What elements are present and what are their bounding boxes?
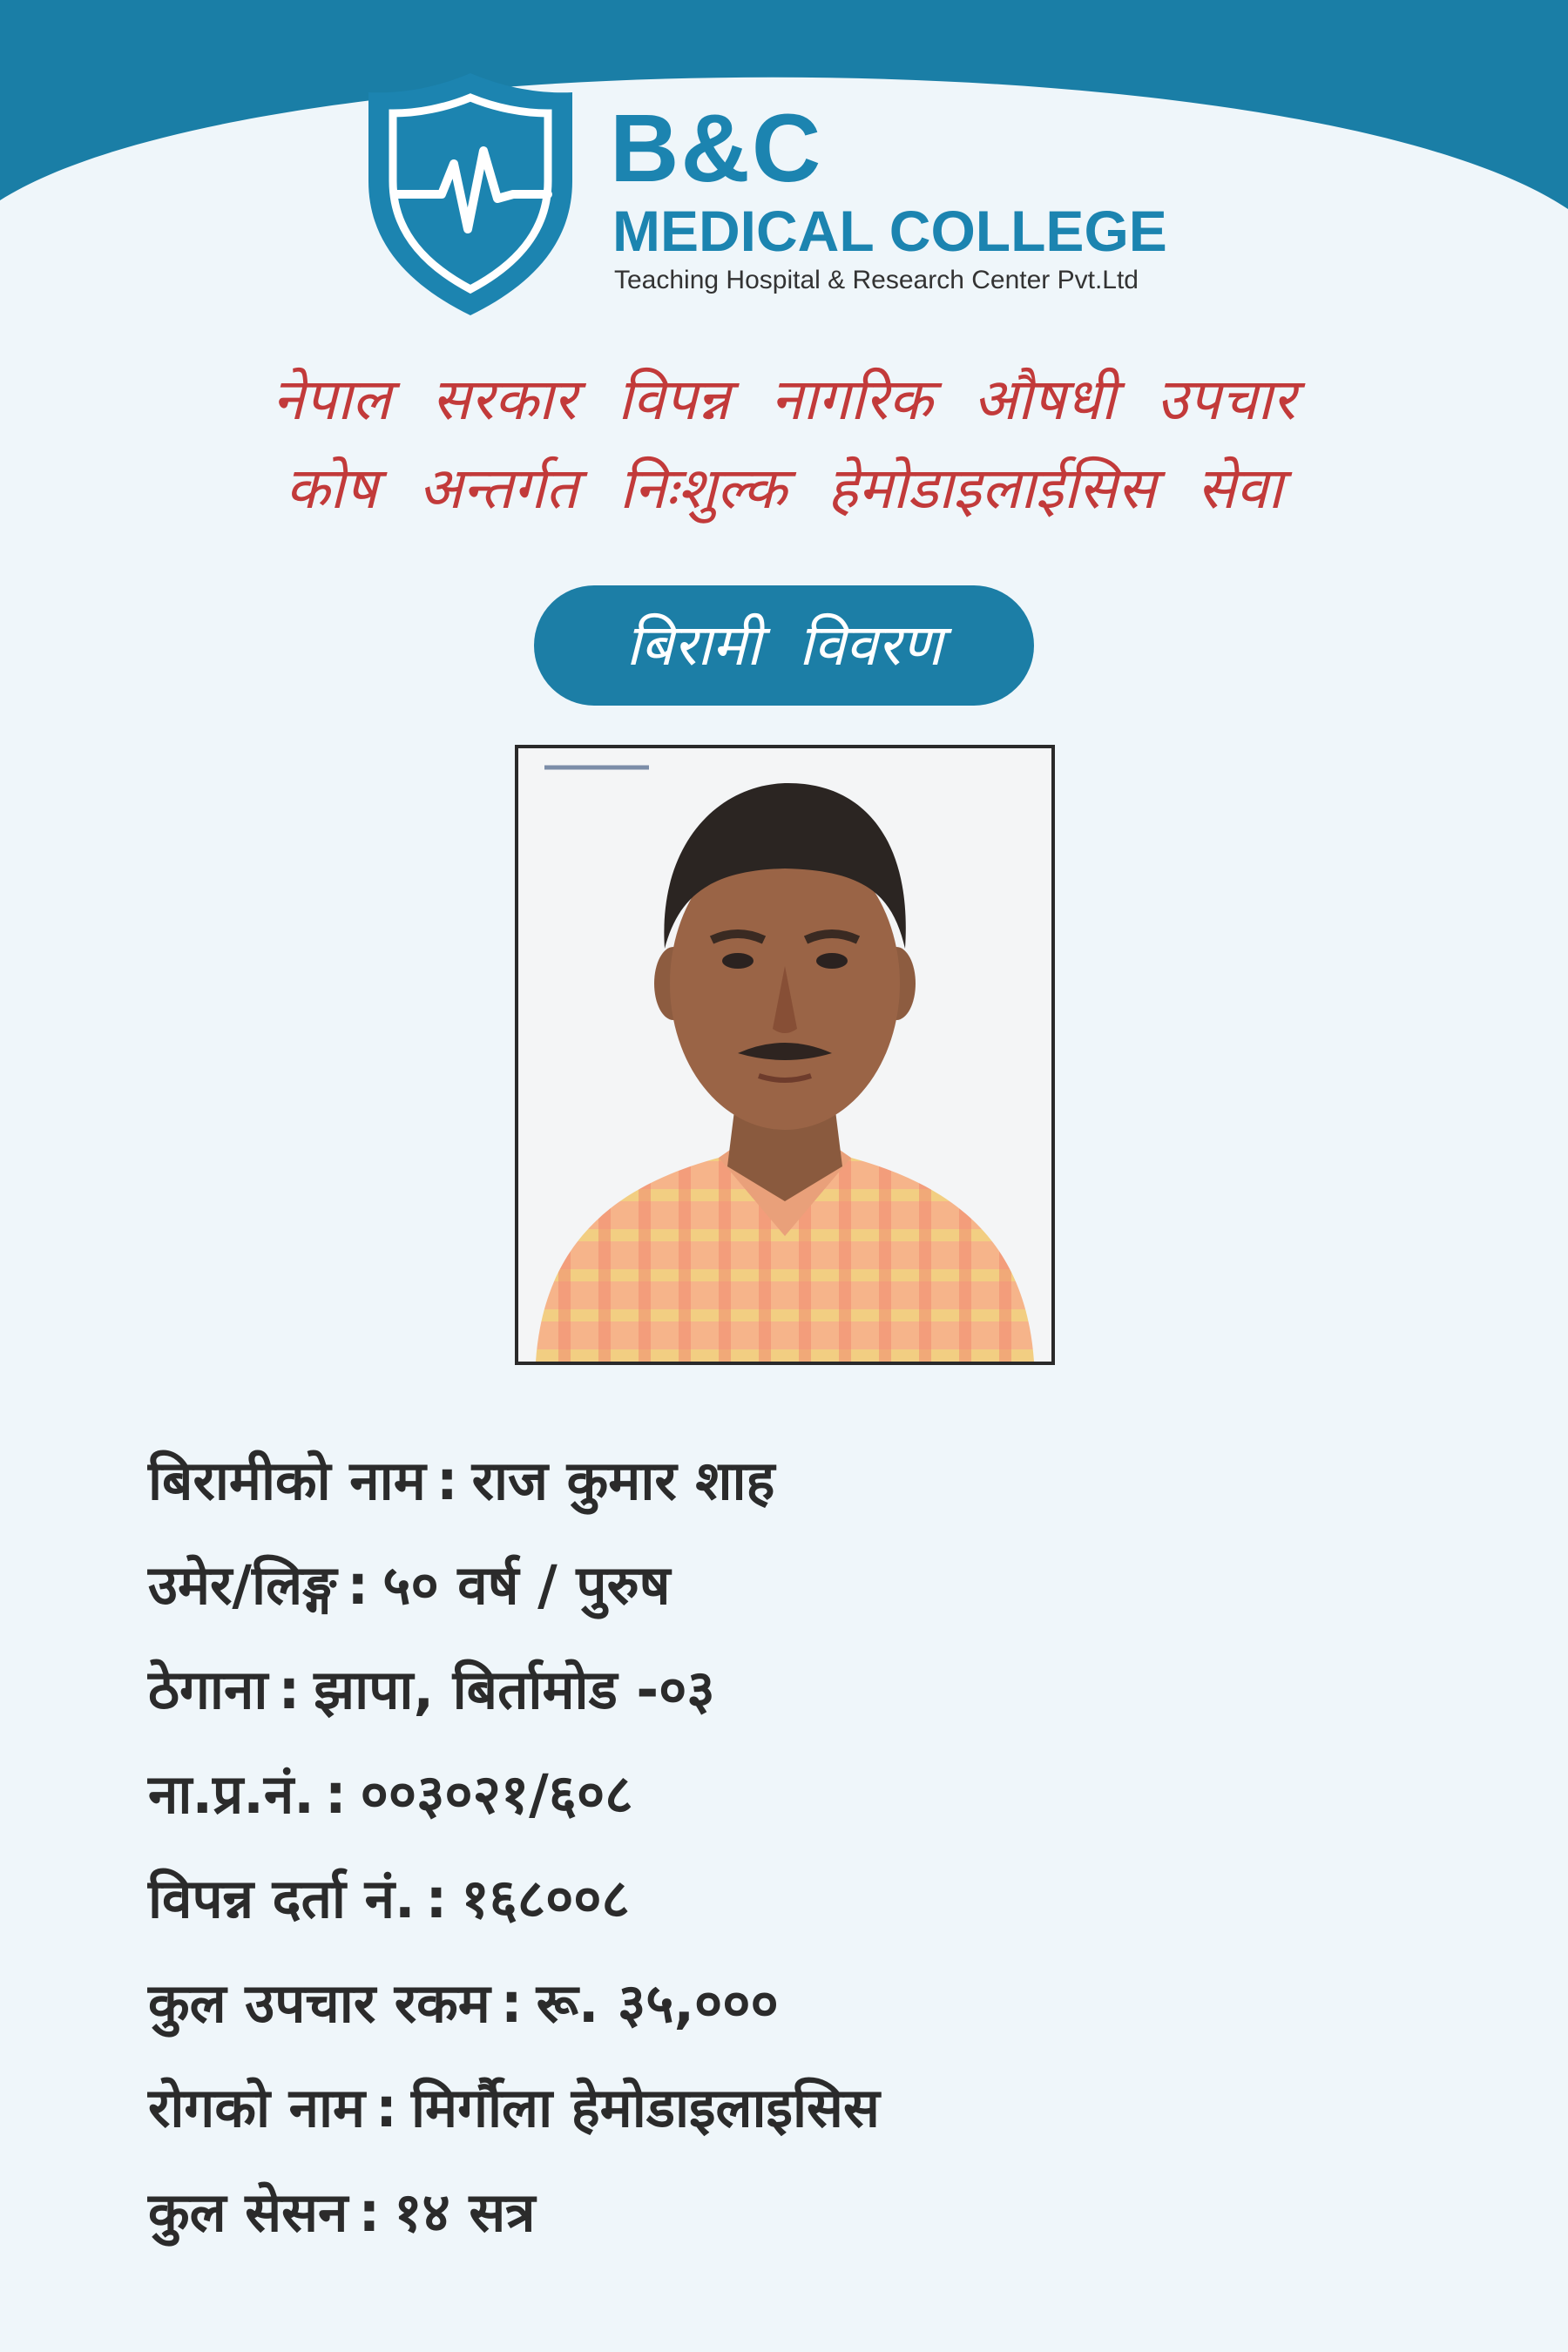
field-total-sessions xyxy=(148,2160,1507,2265)
field-label: ठेगाना xyxy=(148,1658,268,1721)
field-total-amount xyxy=(148,1951,1507,2056)
patient-portrait xyxy=(518,748,1051,1362)
college-logo xyxy=(362,68,1215,329)
field-separator: : xyxy=(358,2180,381,2244)
field-value: झापा, बिर्तामोड -०३ xyxy=(314,1658,715,1721)
patient-details-badge: बिरामी विवरण xyxy=(534,585,1034,706)
field-label: उमेर/लिङ्ग xyxy=(148,1553,337,1617)
field-registration-no xyxy=(148,1847,1507,1951)
field-disease-name xyxy=(148,2056,1507,2160)
patient-details-list xyxy=(148,1429,1507,2265)
field-separator: : xyxy=(436,1449,458,1512)
field-patient-name xyxy=(148,1429,1507,1533)
field-separator: : xyxy=(375,2076,397,2139)
field-value: ५० वर्ष / पुरुष xyxy=(382,1553,671,1617)
field-label: कुल सेसन xyxy=(148,2180,348,2244)
field-separator: : xyxy=(500,1971,523,2035)
field-label: विपन्न दर्ता नं. xyxy=(148,1867,416,1930)
field-separator: : xyxy=(324,1762,347,1826)
field-label: रोगको नाम xyxy=(148,2076,366,2139)
service-headline xyxy=(87,355,1481,533)
brand-long-name: MEDICAL COLLEGE xyxy=(612,199,1167,263)
field-label: कुल उपचार रकम xyxy=(148,1971,490,2035)
field-label: ना.प्र.नं. xyxy=(148,1762,314,1826)
field-value: रू. ३५,००० xyxy=(536,1971,779,2035)
field-value: राज कुमार शाह xyxy=(471,1449,775,1512)
field-value: १४ सत्र xyxy=(394,2180,536,2244)
field-value: १६८००८ xyxy=(461,1867,630,1930)
brand-tagline: Teaching Hospital & Research Center Pvt.Ltd xyxy=(614,266,1139,294)
headline-line-1: नेपाल सरकार विपन्न नागरिक औषधी उपचार xyxy=(272,366,1296,433)
brand-short-name: B&C xyxy=(610,95,823,202)
field-separator: : xyxy=(347,1553,369,1617)
field-age-gender xyxy=(148,1533,1507,1638)
field-address xyxy=(148,1638,1507,1742)
field-separator: : xyxy=(278,1658,301,1721)
shield-heartbeat-icon xyxy=(362,68,579,321)
field-value: मिर्गौला हेमोडाइलाइसिस xyxy=(410,2076,880,2139)
field-separator: : xyxy=(425,1867,448,1930)
patient-photo xyxy=(515,745,1055,1365)
headline-line-2: कोष अन्तर्गत निःशुल्क हेमोडाइलाईसिस सेवा xyxy=(285,455,1283,522)
field-label: बिरामीको नाम xyxy=(148,1449,426,1512)
field-value: ००३०२१/६०८ xyxy=(360,1762,633,1826)
field-citizenship-no xyxy=(148,1742,1507,1847)
